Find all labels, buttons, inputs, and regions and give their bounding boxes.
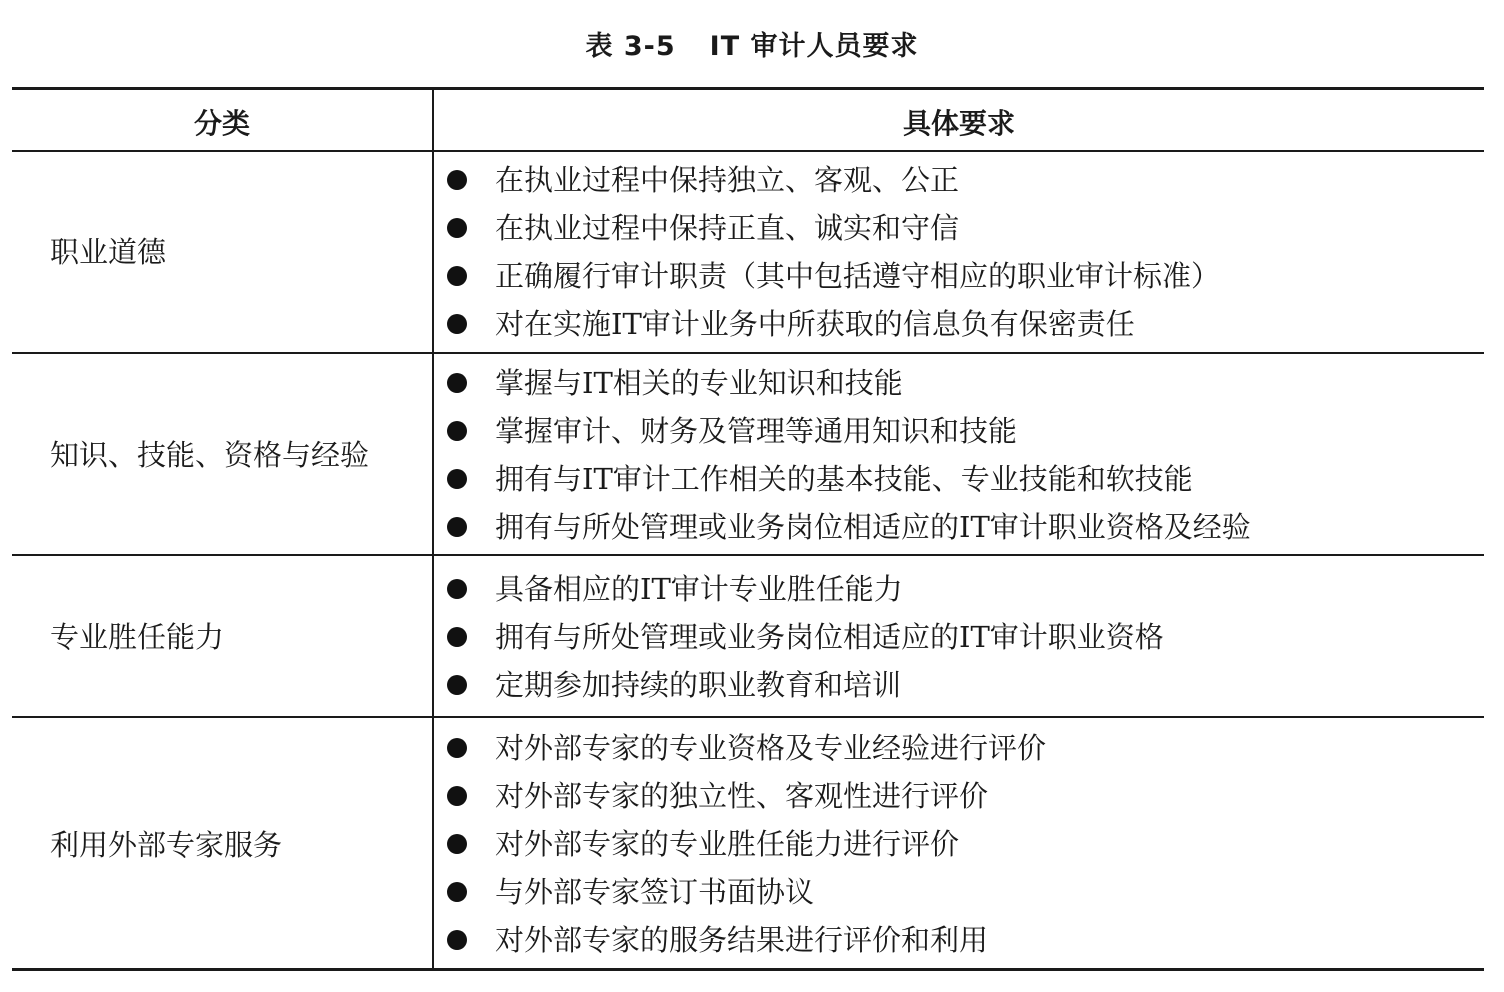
- row-category: 利用外部专家服务: [50, 828, 283, 862]
- table-title: [0, 24, 1504, 63]
- requirement-item: 拥有与IT审计工作相关的基本技能、专业技能和软技能: [445, 455, 1251, 503]
- requirement-item: 定期参加持续的职业教育和培训: [445, 661, 1164, 709]
- row-category: 知识、技能、资格与经验: [50, 438, 370, 472]
- row-divider: [12, 716, 1484, 718]
- bullet-icon: [447, 373, 467, 393]
- row-divider: [12, 554, 1484, 556]
- bullet-icon: [447, 675, 467, 695]
- bullet-icon: [447, 314, 467, 334]
- bullet-icon: [447, 834, 467, 854]
- requirement-item: 具备相应的IT审计专业胜任能力: [445, 565, 1164, 613]
- bullet-icon: [447, 266, 467, 286]
- bullet-icon: [447, 517, 467, 537]
- bullet-icon: [447, 469, 467, 489]
- row-category: 专业胜任能力: [50, 620, 225, 654]
- requirement-list: [445, 724, 1046, 964]
- bullet-icon: [447, 882, 467, 902]
- requirement-item: 对在实施IT审计业务中所获取的信息负有保密责任: [445, 300, 1220, 348]
- requirement-item: 对外部专家的独立性、客观性进行评价: [445, 772, 1046, 820]
- bullet-icon: [447, 930, 467, 950]
- requirement-list: [445, 359, 1251, 551]
- header-rule: [12, 150, 1484, 152]
- bullet-icon: [447, 627, 467, 647]
- bullet-icon: [447, 786, 467, 806]
- requirement-item: 与外部专家签订书面协议: [445, 868, 1046, 916]
- requirement-item: 对外部专家的专业胜任能力进行评价: [445, 820, 1046, 868]
- row-category: 职业道德: [50, 235, 167, 269]
- bottom-rule: [12, 968, 1484, 971]
- requirement-item: 对外部专家的专业资格及专业经验进行评价: [445, 724, 1046, 772]
- header-category: 分类: [193, 107, 250, 140]
- requirement-list: [445, 156, 1220, 348]
- bullet-icon: [447, 170, 467, 190]
- table-number: 表 3-5: [585, 31, 676, 62]
- requirement-list: [445, 565, 1164, 709]
- requirement-item: 在执业过程中保持正直、诚实和守信: [445, 204, 1220, 252]
- column-divider: [432, 90, 434, 970]
- bullet-icon: [447, 218, 467, 238]
- header-requirements: 具体要求: [902, 107, 1015, 140]
- table-title-text: IT 审计人员要求: [709, 31, 919, 62]
- bullet-icon: [447, 738, 467, 758]
- requirement-item: 掌握审计、财务及管理等通用知识和技能: [445, 407, 1251, 455]
- row-divider: [12, 352, 1484, 354]
- requirement-item: 在执业过程中保持独立、客观、公正: [445, 156, 1220, 204]
- requirement-item: 拥有与所处管理或业务岗位相适应的IT审计职业资格及经验: [445, 503, 1251, 551]
- requirement-item: 正确履行审计职责（其中包括遵守相应的职业审计标准）: [445, 252, 1220, 300]
- requirement-item: 对外部专家的服务结果进行评价和利用: [445, 916, 1046, 964]
- requirement-item: 掌握与IT相关的专业知识和技能: [445, 359, 1251, 407]
- bullet-icon: [447, 421, 467, 441]
- requirement-item: 拥有与所处管理或业务岗位相适应的IT审计职业资格: [445, 613, 1164, 661]
- top-rule: [12, 87, 1484, 90]
- bullet-icon: [447, 579, 467, 599]
